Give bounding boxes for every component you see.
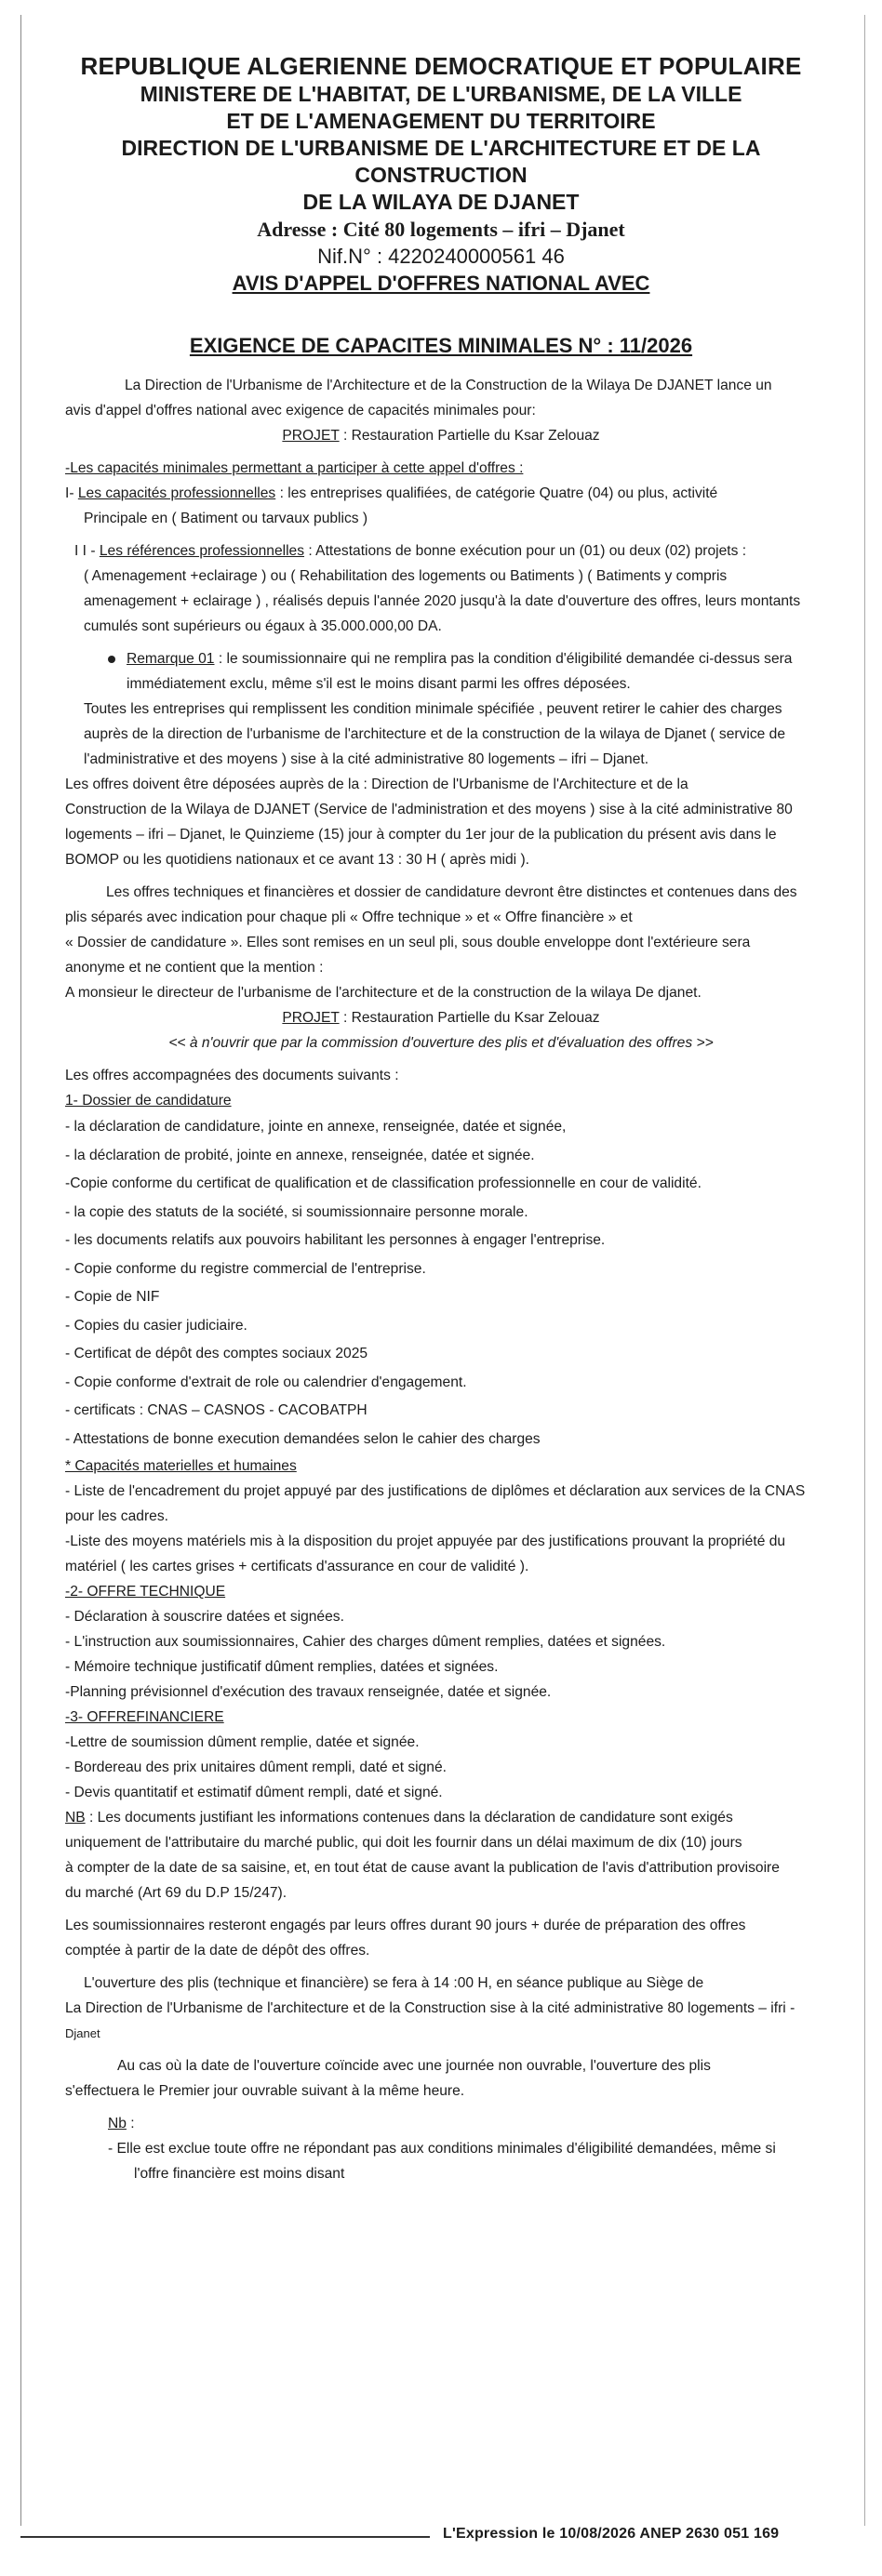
nb-label: NB	[65, 1810, 86, 1826]
remarque-text: : le soumissionnaire qui ne remplira pas la condition d'éligibilité demandée ci-dessus sera	[214, 651, 793, 667]
list-item: - Mémoire technique justificatif dûment remplies, datées et signées.	[65, 1659, 499, 1675]
header-nif: Nif.N° : 4220240000561 46	[317, 245, 565, 268]
list-item: -Planning prévisionnel d'exécution des travaux renseignée, datée et signée.	[65, 1684, 552, 1700]
intro-line: avis d'appel d'offres national avec exigence de capacités minimales pour:	[65, 403, 536, 418]
depot-line: logements – ifri – Djanet, le Quinzieme (15) jour à compter du 1er jour de la publication du présent avis dans le	[65, 827, 777, 843]
footer-rule	[20, 2536, 430, 2538]
list-item: - Attestations de bonne execution demandées selon le cahier des charges	[65, 1430, 541, 1447]
retrait-line: auprès de la direction de l'urbanisme de l'architecture et de la construction de la wilaya de Djanet ( service de	[84, 726, 785, 742]
capacites-materielles-line: - Liste de l'encadrement du projet appuyé par des justifications de diplômes et déclaration aux services de la CNAS	[65, 1483, 806, 1499]
retrait-line: Toutes les entreprises qui remplissent les condition minimale spécifiée , peuvent retirer le cahier des charges	[84, 701, 782, 717]
nb2-line: - Elle est exclue toute offre ne répondant pas aux conditions minimales d'éligibilité demandées, même si	[108, 2141, 776, 2157]
capacites-ref	[65, 538, 817, 564]
plis-line: « Dossier de candidature ». Elles sont remises en un seul pli, sous double enveloppe dont l'extérieure sera	[65, 935, 751, 950]
list-item: - Copie conforme d'extrait de role ou calendrier d'engagement.	[65, 1374, 467, 1390]
ouverture-line: Djanet	[65, 2026, 100, 2040]
nb-line: uniquement de l'attributaire du marché public, qui doit les fournir dans un délai maximum de dix (10) jours	[65, 1835, 742, 1851]
list-item: - la déclaration de probité, jointe en annexe, renseignée, datée et signée.	[65, 1147, 535, 1163]
nb-line: du marché (Art 69 du D.P 15/247).	[65, 1885, 287, 1901]
header-address: Adresse : Cité 80 logements – ifri – Djanet	[257, 218, 625, 241]
header-ministry: MINISTERE DE L'HABITAT, DE L'URBANISME, DE LA VILLE	[140, 82, 742, 106]
intro-projet	[65, 423, 817, 448]
ref-prefix: I I -	[74, 543, 100, 559]
list-item: - Déclaration à souscrire datées et signées.	[65, 1609, 344, 1625]
header-avis: AVIS D'APPEL D'OFFRES NATIONAL AVEC	[232, 272, 650, 295]
depot-line: Les offres doivent être déposées auprès de la : Direction de l'Urbanisme de l'Architecture et de la	[65, 777, 688, 792]
list-item: - certificats : CNAS – CASNOS - CACOBATPH	[65, 1402, 368, 1418]
list-item: - Certificat de dépôt des comptes sociaux 2025	[65, 1346, 368, 1361]
remarque	[65, 646, 817, 671]
offre-technique-heading: -2- OFFRE TECHNIQUE	[65, 1584, 226, 1600]
intro-line: La Direction de l'Urbanisme de l'Architecture et de la Construction de la Wilaya De DJANET lance un	[125, 378, 772, 393]
plis-line: A monsieur le directeur de l'urbanisme de l'architecture et de la construction de la wilaya De djanet.	[65, 985, 702, 1001]
capacites-ref-cont: ( Amenagement +eclairage ) ou ( Rehabilitation des logements ou Batiments ) ( Batiments y compris	[84, 568, 728, 584]
header-republic: REPUBLIQUE ALGERIENNE DEMOCRATIQUE ET POPULAIRE	[80, 52, 802, 80]
footer-publication: L'Expression le 10/08/2026 ANEP 2630 051 169	[443, 2526, 780, 2542]
capacites-prof-cont: Principale en ( Batiment ou tarvaux publics )	[84, 511, 368, 526]
projet-label: PROJET	[282, 428, 340, 444]
list-item: - Copie de NIF	[65, 1289, 160, 1305]
ref-text: : Attestations de bonne exécution pour un (01) ou deux (02) projets :	[304, 543, 747, 559]
engagement-line: comptée à partir de la date de dépôt des offres.	[65, 1943, 370, 1959]
header	[65, 52, 817, 297]
plis-mention: << à n'ouvrir que par la commission d'ouverture des plis et d'évaluation des offres >>	[168, 1035, 714, 1051]
nb-line: à compter de la date de sa saisine, et, en tout état de cause avant la publication de l'avis d'attribution provisoire	[65, 1860, 780, 1876]
prof-label: Les capacités professionnelles	[77, 485, 276, 501]
prof-text: : les entreprises qualifiées, de catégorie Quatre (04) ou plus, activité	[275, 485, 718, 501]
depot-line: Construction de la Wilaya de DJANET (Service de l'administration et des moyens ) sise à la cité administrative 80	[65, 802, 793, 817]
remarque-label: Remarque 01	[127, 651, 215, 667]
accompagnees: Les offres accompagnées des documents suivants :	[65, 1068, 399, 1083]
capacites-ref-cont: amenagement + eclairage ) , réalisés depuis l'année 2020 jusqu'à la date d'ouverture des offres, leurs montants	[84, 593, 801, 609]
list-item: - les documents relatifs aux pouvoirs habilitant les personnes à engager l'entreprise.	[65, 1232, 606, 1248]
header-wilaya: DE LA WILAYA DE DJANET	[302, 190, 580, 214]
nb2-line: l'offre financière est moins disant	[134, 2166, 345, 2182]
list-item: - Bordereau des prix unitaires dûment rempli, daté et signé.	[65, 1759, 447, 1775]
engagement-line: Les soumissionnaires resteront engagés par leurs offres durant 90 jours + durée de préparation des offres	[65, 1918, 746, 1933]
bullet-icon	[108, 656, 115, 663]
projet-text: : Restauration Partielle du Ksar Zelouaz	[339, 428, 600, 444]
main-body	[65, 373, 817, 2186]
ouverture-line: Au cas où la date de l'ouverture coïncide avec une journée non ouvrable, l'ouverture des plis	[117, 2058, 711, 2074]
plis-line: plis séparés avec indication pour chaque pli « Offre technique » et « Offre financière » et	[65, 910, 633, 925]
capacites-materielles-heading: * Capacités materielles et humaines	[65, 1458, 297, 1474]
capacites-heading: -Les capacités minimales permettant a participer à cette appel d'offres :	[65, 460, 524, 476]
plis-projet	[65, 1005, 817, 1030]
dossier-list	[65, 1113, 817, 1454]
retrait-line: l'administrative et des moyens ) sise à la cité administrative 80 logements – ifri – Djanet.	[84, 751, 649, 767]
offre-financiere-heading: -3- OFFREFINANCIERE	[65, 1709, 224, 1725]
depot-line: BOMOP ou les quotidiens nationaux et ce avant 13 : 30 H ( après midi ).	[65, 852, 529, 868]
header-ministry-cont: ET DE L'AMENAGEMENT DU TERRITOIRE	[226, 109, 656, 133]
capacites-materielles-line: pour les cadres.	[65, 1508, 168, 1524]
ouverture-line: La Direction de l'Urbanisme de l'architecture et de la Construction sise à la cité administrative 80 logements – ifri -	[65, 2000, 795, 2016]
prof-prefix: I-	[65, 485, 78, 501]
plis-line: anonyme et ne contient que la mention :	[65, 960, 324, 976]
list-item: -Lettre de soumission dûment remplie, datée et signée.	[65, 1734, 420, 1750]
dossier-heading: 1- Dossier de candidature	[65, 1093, 232, 1109]
ref-label: Les références professionnelles	[99, 543, 305, 559]
plis-line: Les offres techniques et financières et dossier de candidature devront être distinctes et contenues dans des	[106, 884, 797, 900]
nb-line	[65, 1805, 817, 1830]
list-item: - Copie conforme du registre commercial de l'entreprise.	[65, 1260, 426, 1277]
nb-text: : Les documents justifiant les informations contenues dans la déclaration de candidature sont exigés	[85, 1810, 733, 1826]
capacites-ref-cont: cumulés sont supérieurs ou égaux à 35.000.000,00 DA.	[84, 618, 442, 634]
right-border	[864, 15, 865, 2526]
capacites-materielles-line: -Liste des moyens matériels mis à la disposition du projet appuyée par des justifications prouvant la propriété du	[65, 1534, 786, 1549]
nb2-label-line: Nb :	[108, 2116, 135, 2131]
header-direction: DIRECTION DE L'URBANISME DE L'ARCHITECTURE ET DE LA CONSTRUCTION	[121, 136, 761, 187]
capacites-prof	[65, 481, 817, 506]
ouverture-line: L'ouverture des plis (technique et financière) se fera à 14 :00 H, en séance publique au Siège de	[84, 1975, 704, 1991]
list-item: - la copie des statuts de la société, si soumissionnaire personne morale.	[65, 1203, 528, 1220]
ouverture-line: s'effectuera le Premier jour ouvrable suivant à la même heure.	[65, 2083, 465, 2099]
capacites-materielles-line: matériel ( les cartes grises + certificats d'assurance en cour de validité ).	[65, 1559, 529, 1574]
list-item: - la déclaration de candidature, jointe en annexe, renseignée, datée et signée,	[65, 1119, 567, 1135]
list-item: - Devis quantitatif et estimatif dûment rempli, daté et signé.	[65, 1785, 443, 1800]
nb2-label: Nb	[108, 2116, 127, 2131]
remarque-cont: immédiatement exclu, même s'il est le moins disant parmi les offres déposées.	[127, 676, 631, 692]
list-item: -Copie conforme du certificat de qualification et de classification professionnelle en cour de validité.	[65, 1175, 702, 1191]
footer	[0, 2520, 882, 2548]
projet-label: PROJET	[282, 1010, 340, 1026]
projet-text: : Restauration Partielle du Ksar Zelouaz	[339, 1010, 600, 1026]
list-item: - L'instruction aux soumissionnaires, Cahier des charges dûment remplies, datées et signées.	[65, 1634, 666, 1650]
document-title: EXIGENCE DE CAPACITES MINIMALES N° : 11/2026	[189, 334, 693, 357]
left-border	[20, 15, 21, 2526]
list-item: - Copies du casier judiciaire.	[65, 1317, 247, 1334]
